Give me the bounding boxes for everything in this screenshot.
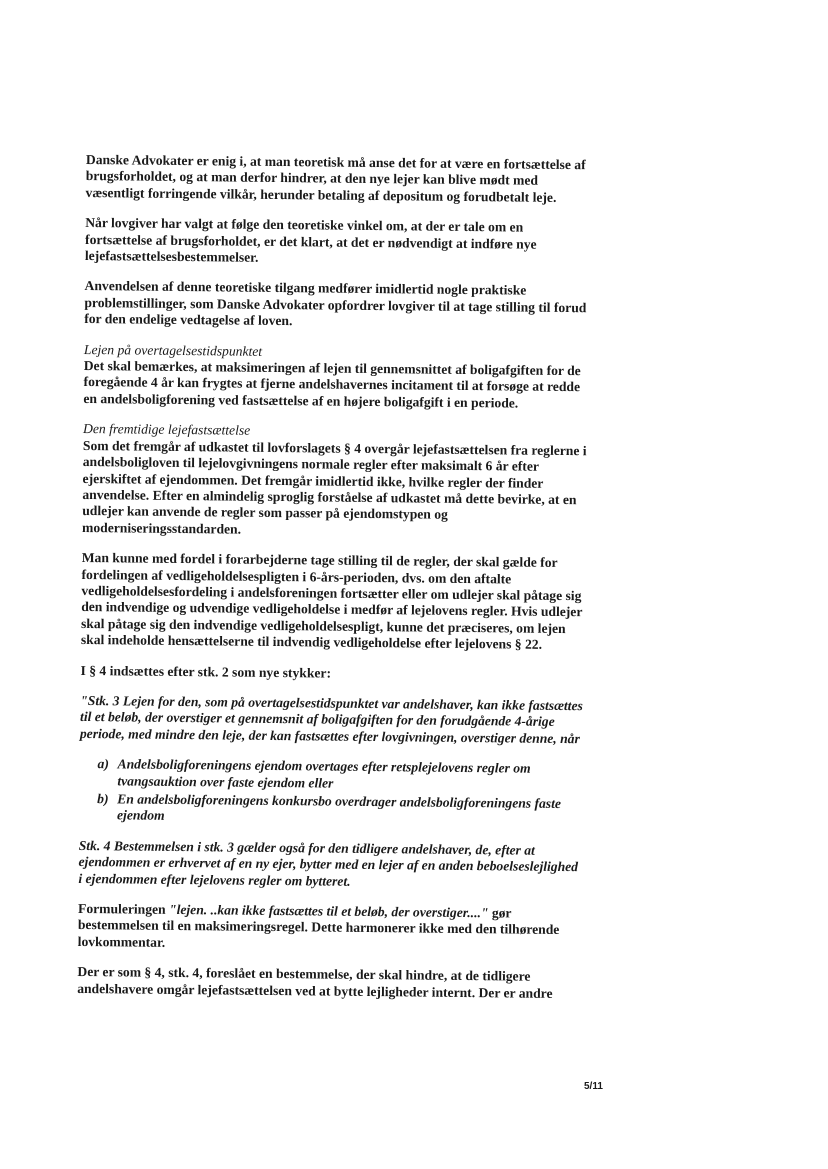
paragraph-5: Som det fremgår af udkastet til lovforslagets § 4 overgår lejefastsættelsen fra reglerne i andelsboligloven til lejelovgivningens normale regler efter maksimalt 6 år efter ejerskiftet af ejendommen. Det fremgår imidlertid ikke, hvilke regler der finder anvendelse. Efter en almindelig sproglig forståelse af udkastet må dette bevirke, at en udlejer kan anvende de regler som passer på ejendomstypen og moderniseringsstandarden.: [81, 437, 587, 537]
law-list: [79, 756, 586, 829]
paragraph-1: Danske Advokater er enig i, at man teoretisk må anse det for at være en fortsættelse af brugsforholdet, og at man derfor hindrer, at den nye lejer kan blive mødt med væsentligt forringende vilkår, herunder betaling af depositum og forudbetalt leje.: [85, 152, 586, 205]
list-item-text: Andelsboligforeningens ejendom overtages efter retsplejelovens regler om tvangsauktion over faste ejendom eller: [117, 756, 531, 791]
paragraph-10-end: gør bestemmelsen til en maksimeringsregel. Dette harmonerer ikke med den tilhørende lovkommentar.: [77, 905, 560, 950]
paragraph-10: [78, 901, 584, 956]
list-item: [97, 756, 585, 795]
section-lejen: [83, 342, 590, 413]
list-item: [97, 791, 585, 829]
list-item-text: En andelsboligforeningens konkursbo overdrager andelsboligforeningens faste ejendom: [116, 791, 562, 824]
paragraph-11: Der er som § 4, stk. 4, foreslået en bestemmelse, der skal hindre, at de tidligere andelshavere omgår lejefastsættelsen ved at bytte lejligheder internt. Der er andre: [77, 964, 553, 1001]
law-text-stk3: "Stk. 3 Lejen for den, som på overtagelsestidspunktet var andelshaver, kan ikke fastsættes til et beløb, der overstiger et gennemsnit af boligafgiften for den forudgående 4-årige periode, med mindre den leje, der kan fastsættes efter lovgivningen, overstiger denne, når: [79, 692, 583, 746]
section-fremtidige: [82, 421, 589, 541]
paragraph-10-start: Formuleringen: [77, 900, 170, 917]
paragraph-2: Når lovgiver har valgt at følge den teoretiske vinkel om, at der er tale om en fortsættelse af brugsforholdet, er det klart, at det er nødvendigt at indføre nye lejefastsættelsesbestemmelser.: [84, 215, 537, 265]
paragraph-3: Anvendelsen af denne teoretiske tilgang medfører imidlertid nogle praktiske problemstillinger, som Danske Advokater opfordrer lovgiver til at tage stilling til forud for den endelige vedtagelse af loven.: [84, 278, 587, 329]
page-number: 5/11: [584, 1081, 603, 1092]
heading-lejen-overtagelse: Lejen på overtagelsestidspunktet: [83, 341, 263, 359]
document-body: [77, 152, 592, 1016]
heading-fremtidige-lejefastsaettelse: Den fremtidige lejefastsættelse: [83, 421, 251, 439]
list-marker: b): [97, 791, 109, 807]
paragraph-10-quote: "lejen. ..kan ikke fastsættes til et beløb, der overstiger....": [168, 901, 489, 921]
list-marker: a): [97, 756, 109, 772]
paragraph-7: I § 4 indsættes efter stk. 2 som nye stykker:: [80, 662, 332, 681]
paragraph-4: Det skal bemærkes, at maksimeringen af lejen til gennemsnittet af boligafgiften for de foregående 4 år kan frygtes at fjerne andelshavernes incitament til at forsøge at redde en andelsboligforening ved fastsættelse af en højere boligafgift i en periode.: [83, 358, 581, 411]
law-text-stk4: Stk. 4 Bestemmelsen i stk. 3 gælder også for den tidligere andelshaver, de, efter at ejendommen er erhvervet af en ny ejer, bytter med en lejer af en anden beboelseslejlighed i ejendommen efter lejelovens regler om bytteret.: [78, 837, 579, 889]
paragraph-6: Man kunne med fordel i forarbejderne tage stilling til de regler, der skal gælde for fordelingen af vedligeholdelsespligten i 6-års-perioden, dvs. om den aftalte vedligeholdelsesfordeling i andelsforeningen fortsætter eller om udlejer skal påtage sig den indvendige og udvendige vedligeholdelse i medfør af lejelovens regler. Hvis udlejer skal påtage sig den indvendige vedligeholdelsespligt, kunne det præciseres, om lejen skal indeholde hensættelserne til indvendig vedligeholdelse efter lejelovens § 22.: [80, 550, 583, 652]
